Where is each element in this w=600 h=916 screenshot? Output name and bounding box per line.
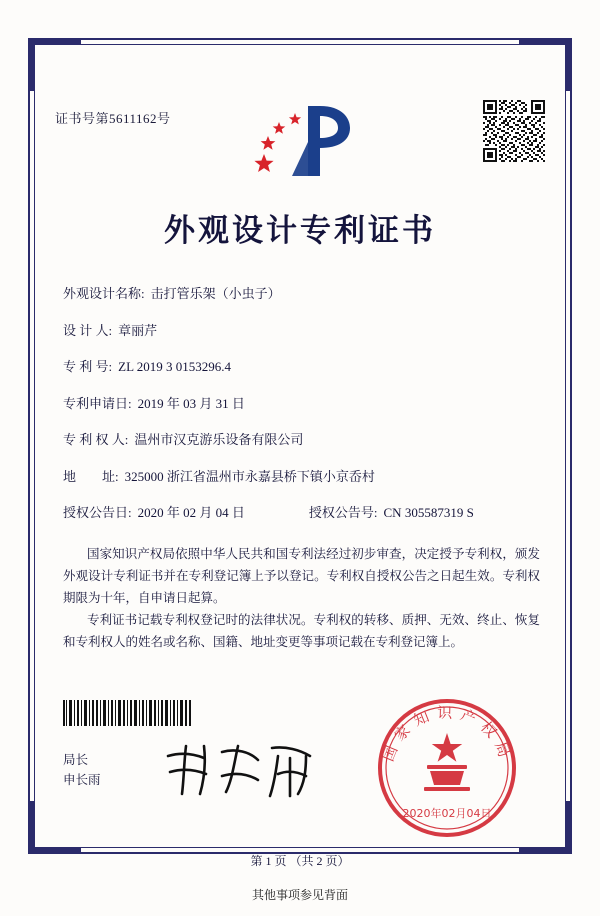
signature-title: 局长 [63, 753, 89, 767]
signature-block [63, 750, 101, 790]
field-row-patentee [63, 429, 540, 448]
corner-ornament-bottom-left [28, 801, 81, 854]
field-row-application-date [63, 393, 540, 412]
paragraph-legal-status-text: 专利证书记载专利权登记时的法律状况。专利权的转移、质押、无效、终止、恢复和专利权人的姓名或名称、国籍、地址变更等事项记载在专利登记簿上。 [63, 613, 540, 649]
grant-number-value: CN 305587319 S [383, 505, 474, 520]
field-value: 温州市汉克游乐设备有限公司 [134, 432, 304, 447]
field-label: 地 址: [63, 468, 119, 484]
grant-number-label: 授权公告号: [308, 505, 378, 520]
cnipa-logo-icon [246, 96, 356, 182]
page-number: 第 1 页 （共 2 页） [250, 854, 350, 868]
seal-date-text: 2020年02月04日 [402, 807, 492, 820]
field-row-patent-number [63, 356, 540, 375]
official-seal [372, 693, 522, 843]
seal-outer-text: 国家知识产权局 [378, 703, 516, 767]
corner-ornament-bottom-right [519, 801, 572, 854]
signature-name: 申长雨 [63, 773, 101, 787]
field-label: 专利申请日: [63, 395, 132, 411]
paragraph-authority [63, 543, 540, 609]
handwritten-signature-icon [160, 738, 320, 802]
field-label: 专 利 权 人: [63, 432, 129, 447]
qr-code [483, 100, 545, 162]
grant-date-value: 2020 年 02 月 04 日 [137, 505, 245, 520]
page-title: 外观设计专利证书 [164, 213, 436, 249]
field-row-design-name [63, 283, 540, 302]
grant-date-label: 授权公告日: [63, 505, 132, 520]
field-list [63, 283, 540, 539]
field-row-address [63, 466, 540, 485]
field-row-grant [63, 502, 540, 521]
certificate-number: 证书号第5611162号 [55, 111, 171, 126]
field-label: 专 利 号: [63, 359, 113, 374]
back-side-note: 其他事项参见背面 [251, 888, 348, 902]
paragraph-legal-status [63, 609, 540, 653]
corner-ornament-top-left [28, 38, 81, 91]
barcode [63, 700, 191, 726]
corner-ornament-top-right [519, 38, 572, 91]
field-row-designer [63, 320, 540, 339]
field-value: 章丽芹 [118, 322, 158, 338]
field-value: ZL 2019 3 0153296.4 [118, 359, 232, 374]
field-label: 设 计 人: [63, 322, 113, 338]
field-value: 2019 年 03 月 31 日 [137, 395, 245, 411]
field-value: 击打管乐架（小虫子） [150, 286, 281, 301]
paragraph-authority-text: 国家知识产权局依照中华人民共和国专利法经过初步审查，决定授予专利权，颁发外观设计专利证书并在专利登记簿上予以登记。专利权自授权公告之日起生效。专利权期限为十年，自申请日起算。 [63, 547, 540, 605]
field-label: 外观设计名称: [63, 286, 145, 301]
field-value: 325000 浙江省温州市永嘉县桥下镇小京岙村 [124, 468, 375, 484]
